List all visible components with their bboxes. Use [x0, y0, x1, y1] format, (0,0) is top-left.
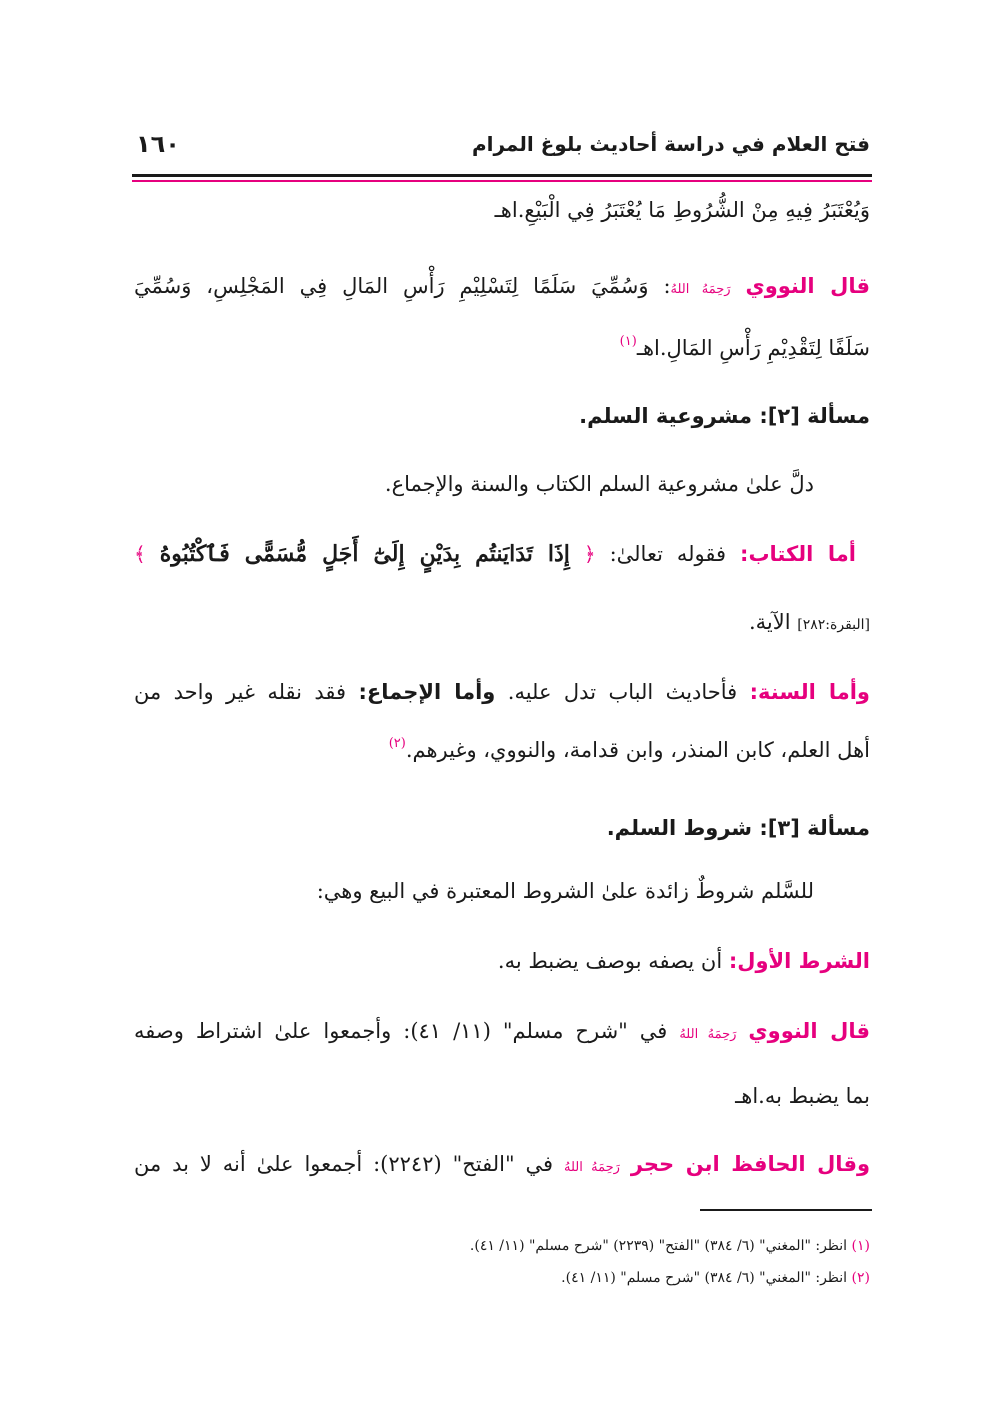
- honorific-glyph: رَحِمَهُ اللهُ: [670, 282, 731, 297]
- text-line-9: [134, 733, 870, 771]
- paragraph-text: الآية.: [748, 610, 791, 634]
- section-label: مسألة [٣]:: [759, 816, 870, 840]
- text-line-7: [134, 605, 870, 642]
- label-first-condition: الشرط الأول:: [728, 949, 870, 973]
- footnote-number: (٢): [851, 1270, 870, 1286]
- surah-reference: [البقرة:٢٨٢]: [797, 617, 870, 633]
- text-line-15: [134, 1147, 870, 1185]
- quote-text: سَلَفًا لِتَقْدِيْمِ رَأْسِ المَالِ.اهـ: [636, 336, 870, 360]
- footnote-text: انظر: "المغني" (٦/ ٣٨٤) "شرح مسلم" (١١/ ٤١).: [561, 1270, 848, 1286]
- paragraph-text: فقد نقله غير واحد من: [134, 680, 347, 704]
- text-line-5: [134, 467, 814, 501]
- speaker-nawawi: قال النووي: [745, 274, 870, 298]
- section-title: شروط السلم.: [606, 816, 753, 840]
- speaker-nawawi: قال النووي: [748, 1019, 870, 1043]
- paragraph-text: أهل العلم، كابن المنذر، وابن قدامة، والنووي، وغيرهم.: [405, 738, 870, 762]
- paragraph-text: أن يصفه بوصف يضبط به.: [497, 949, 723, 973]
- honorific-glyph: رَحِمَهُ اللهُ: [679, 1027, 737, 1042]
- footnote-ref-2[interactable]: (٢): [388, 736, 406, 751]
- text-line-11: [134, 874, 814, 908]
- section-label: مسألة [٢]:: [759, 404, 870, 428]
- footnote-number: (١): [851, 1238, 870, 1254]
- label-ijma: وأما الإجماع:: [358, 680, 496, 704]
- text-line-12: [134, 944, 870, 978]
- section-heading-3: [134, 811, 870, 845]
- header-rule-pink: [132, 180, 872, 182]
- book-title: فتح العلام في دراسة أحاديث بلوغ المرام: [471, 132, 870, 156]
- footnote-1: [134, 1234, 870, 1258]
- section-heading-2: [134, 399, 870, 433]
- text-line-3: [134, 331, 870, 369]
- text-line-6: [134, 537, 856, 571]
- paragraph-text: في "الفتح" (٢٢٤٢): أجمعوا علىٰ أنه لا بد من: [134, 1152, 554, 1176]
- quran-verse: إِذَا تَدَايَنتُم بِدَيْنٍ إِلَىٰٓ أَجَلٍ مُّسَمًّى فَٱكْتُبُوهُ: [159, 541, 570, 567]
- text-line-1: [134, 193, 870, 227]
- paragraph-text: في "شرح مسلم" (١١/ ٤١): وأجمعوا علىٰ اشتراط وصفه: [134, 1019, 668, 1043]
- header-rule-black: [132, 174, 872, 177]
- label-sunnah: وأما السنة:: [749, 680, 870, 704]
- footnote-text: انظر: "المغني" (٦/ ٣٨٤) "الفتح" (٢٢٣٩) "شرح مسلم" (١١/ ٤١).: [469, 1238, 848, 1254]
- footnote-ref-1[interactable]: (١): [619, 334, 637, 349]
- quote-text: : وَسُمِّيَ سَلَمًا لِتَسْلِيْمِ رَأْسِ المَالِ فِي المَجْلِسِ، وَسُمِّيَ: [134, 274, 671, 298]
- section-title: مشروعية السلم.: [579, 404, 753, 428]
- text-line-13: [134, 1014, 870, 1052]
- text-line-14: [134, 1079, 870, 1113]
- paragraph-text: دلَّ علىٰ مشروعية السلم الكتاب والسنة والإجماع.: [384, 472, 814, 496]
- honorific-glyph: رَحِمَهُ اللهُ: [563, 1160, 620, 1175]
- paragraph-text: للسَّلم شروطٌ زائدة علىٰ الشروط المعتبرة في البيع وهي:: [316, 879, 814, 903]
- speaker-ibn-hajar: وقال الحافظ ابن حجر: [630, 1152, 870, 1176]
- page-header: [136, 128, 870, 160]
- paragraph-text: فقوله تعالىٰ:: [609, 542, 727, 566]
- footnote-2: [134, 1266, 870, 1290]
- quran-bracket-open-icon: ﴿: [583, 542, 596, 566]
- quote-continuation: وَيُعْتَبَرُ فِيهِ مِنْ الشُّرُوطِ مَا يُعْتَبَرُ فِي الْبَيْعِ.اهـ: [494, 198, 870, 222]
- label-kitab: أما الكتاب:: [740, 542, 856, 566]
- footnote-separator: [700, 1209, 872, 1211]
- text-line-8: [134, 675, 870, 709]
- text-line-2: [134, 269, 870, 307]
- paragraph-text: فأحاديث الباب تدل عليه.: [507, 680, 738, 704]
- page-number: ١٦٠: [136, 130, 180, 158]
- paragraph-text: بما يضبط به.اهـ: [735, 1084, 870, 1108]
- quran-bracket-close-icon: ﴾: [134, 542, 146, 566]
